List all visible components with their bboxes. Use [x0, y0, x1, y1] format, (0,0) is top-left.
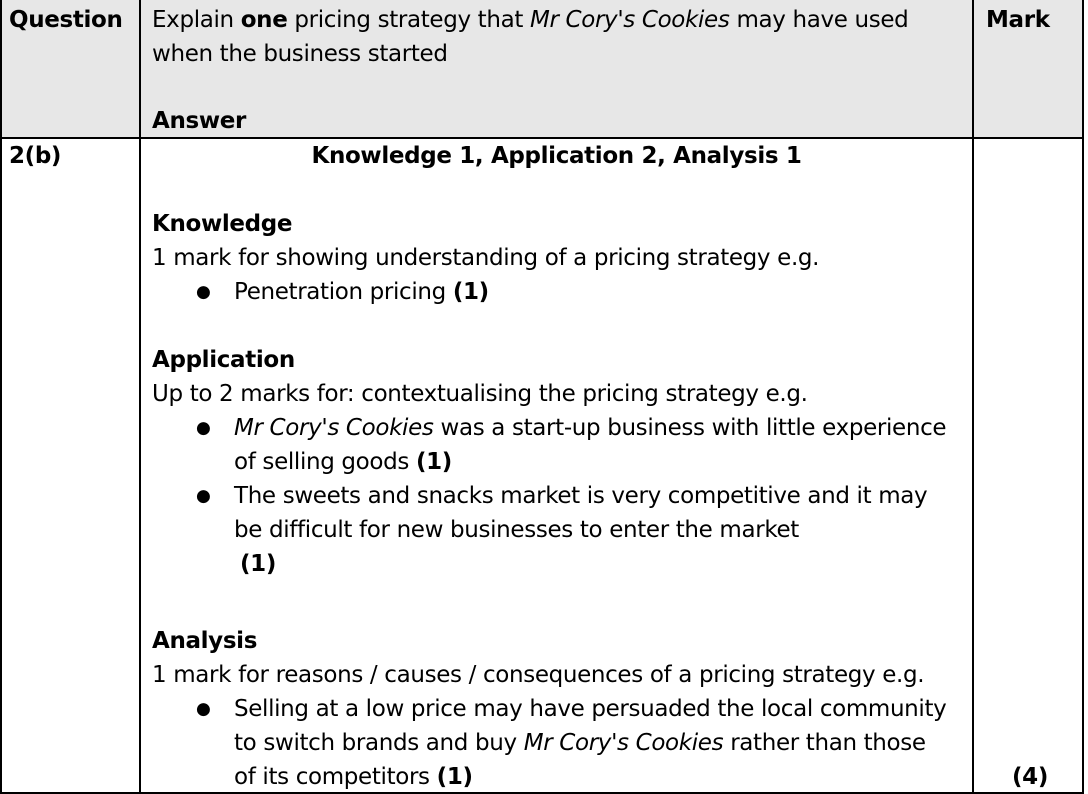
analysis-example-1-line-2	[234, 726, 926, 760]
application-example-2-mark: (1)	[240, 551, 276, 577]
table-border-right	[1082, 0, 1084, 794]
mark-column-label: Mark	[986, 7, 1050, 33]
knowledge-example-1	[234, 275, 489, 309]
knowledge-example-text: Penetration pricing	[234, 279, 453, 305]
application-example-2-line-1: The sweets and snacks market is very competitive and it may	[234, 483, 928, 509]
question-prompt-line-1	[152, 3, 908, 37]
application-example-2-line-2: be difficult for new businesses to enter the market	[234, 517, 799, 543]
application-example-1-mark: (1)	[415, 449, 452, 475]
table-border-bottom	[0, 792, 1084, 794]
analysis-example-1-text-c: of its competitors	[234, 764, 437, 790]
application-example-1-text: was a start-up business with little experience	[433, 415, 947, 441]
question-number: 2(b)	[9, 143, 62, 169]
analysis-description: 1 mark for reasons / causes / consequences of a pricing strategy e.g.	[152, 662, 925, 688]
bullet-icon: ●	[196, 418, 211, 438]
application-heading: Application	[152, 347, 295, 373]
application-business-name: Mr Cory's Cookies	[234, 415, 434, 441]
analysis-heading: Analysis	[152, 628, 258, 654]
analysis-example-1-text-b: rather than those	[723, 730, 926, 756]
application-description: Up to 2 marks for: contextualising the pricing strategy e.g.	[152, 381, 808, 407]
analysis-example-1-text-a: to switch brands and buy	[234, 730, 524, 756]
application-example-1-text-2: of selling goods	[234, 449, 416, 475]
marks-summary: Knowledge 1, Application 2, Analysis 1	[311, 143, 802, 169]
answer-label: Answer	[152, 108, 246, 134]
question-column-label: Question	[9, 7, 123, 33]
bullet-icon: ●	[196, 282, 211, 302]
column-divider-1	[139, 0, 141, 794]
prompt-emphasis-one: one	[240, 7, 288, 33]
bullet-icon: ●	[196, 699, 211, 719]
application-example-1-line-1	[234, 411, 946, 445]
analysis-example-1-line-3	[234, 760, 473, 794]
application-example-1-line-2	[234, 445, 452, 479]
prompt-text-2: pricing strategy that	[287, 7, 530, 33]
table-border-left	[0, 0, 2, 794]
prompt-text-3: may have used	[729, 7, 909, 33]
question-prompt-line-2: when the business started	[152, 41, 448, 67]
bullet-icon: ●	[196, 486, 211, 506]
knowledge-heading: Knowledge	[152, 211, 293, 237]
analysis-example-1-mark: (1)	[436, 764, 473, 790]
column-divider-2	[972, 0, 974, 794]
knowledge-description: 1 mark for showing understanding of a pricing strategy e.g.	[152, 245, 820, 271]
analysis-example-1-line-1: Selling at a low price may have persuaded the local community	[234, 696, 947, 722]
analysis-business-name: Mr Cory's Cookies	[523, 730, 724, 756]
prompt-text-1: Explain	[152, 7, 241, 33]
total-mark: (4)	[1012, 764, 1048, 790]
prompt-business-name: Mr Cory's Cookies	[529, 7, 730, 33]
knowledge-example-mark: (1)	[452, 279, 489, 305]
